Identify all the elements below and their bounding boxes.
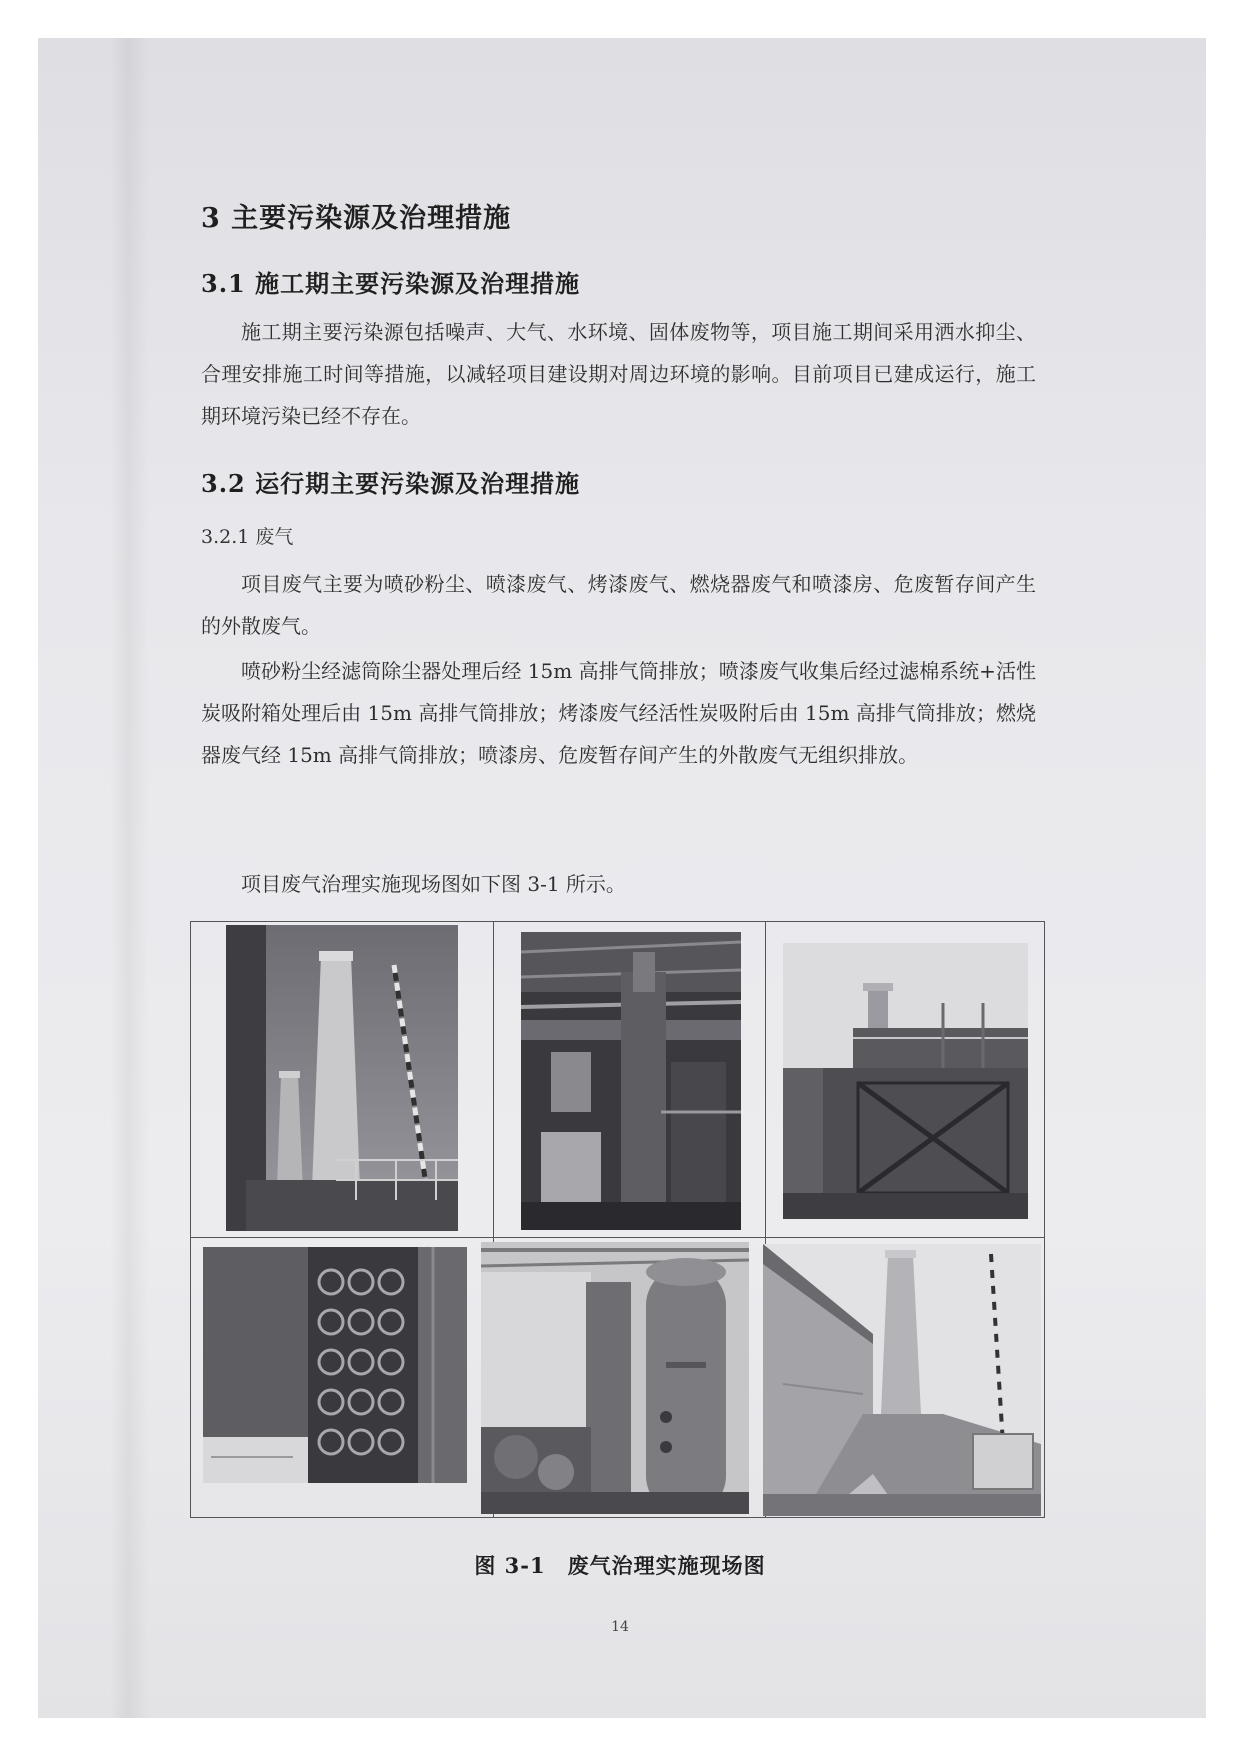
exhaust-text-2: 喷砂粉尘经滤筒除尘器处理后经 15m 高排气筒排放；喷漆废气收集后经过滤棉系统+活性炭吸附箱处理后由 15m 高排气筒排放；烤漆废气经活性炭吸附后由 15m 高排气筒排放；燃烧器废气经 15m 高排气筒排放；喷漆房、危废暂存间产生的外散废气无组织排放。 bbox=[201, 659, 1036, 767]
subsection-title-operation: 3.2 运行期主要污染源及治理措施 bbox=[201, 469, 581, 498]
photo-rooftop-unit bbox=[783, 943, 1028, 1219]
figure-photo-grid bbox=[190, 921, 1045, 1518]
photo-factory-chimney bbox=[763, 1244, 1041, 1516]
section-title: 3 主要污染源及治理措施 bbox=[201, 203, 512, 234]
construction-text: 施工期主要污染源包括噪声、大气、水环境、固体废物等，项目施工期间采用洒水抑尘、合理安排施工时间等措施，以减轻项目建设期对周边环境的影响。目前项目已建成运行，施工期环境污染已经不存在。 bbox=[201, 320, 1036, 428]
grid-divider bbox=[191, 1237, 1044, 1238]
subsection-title-construction: 3.1 施工期主要污染源及治理措施 bbox=[201, 269, 581, 298]
photo-dust-collector bbox=[203, 1247, 467, 1483]
sub-subsection-title-exhaust: 3.2.1 废气 bbox=[201, 526, 294, 548]
figure-number: 图 3-1 bbox=[474, 1553, 546, 1578]
exhaust-paragraph-2 bbox=[201, 650, 1036, 776]
construction-paragraph bbox=[201, 311, 1036, 437]
photo-chimneys bbox=[226, 925, 458, 1231]
exhaust-paragraph-1 bbox=[201, 563, 1036, 647]
figure-caption bbox=[0, 1550, 1240, 1580]
exhaust-text-1: 项目废气主要为喷砂粉尘、喷漆废气、烤漆废气、燃烧器废气和喷漆房、危废暂存间产生的外散废气。 bbox=[201, 572, 1036, 638]
exhaust-paragraph-3 bbox=[201, 863, 1036, 905]
photo-spray-booth-interior bbox=[521, 932, 741, 1230]
page-number: 14 bbox=[611, 1619, 629, 1635]
figure-caption-text: 废气治理实施现场图 bbox=[567, 1553, 766, 1578]
photo-air-compressor bbox=[481, 1242, 749, 1514]
exhaust-text-3: 项目废气治理实施现场图如下图 3-1 所示。 bbox=[241, 872, 626, 896]
